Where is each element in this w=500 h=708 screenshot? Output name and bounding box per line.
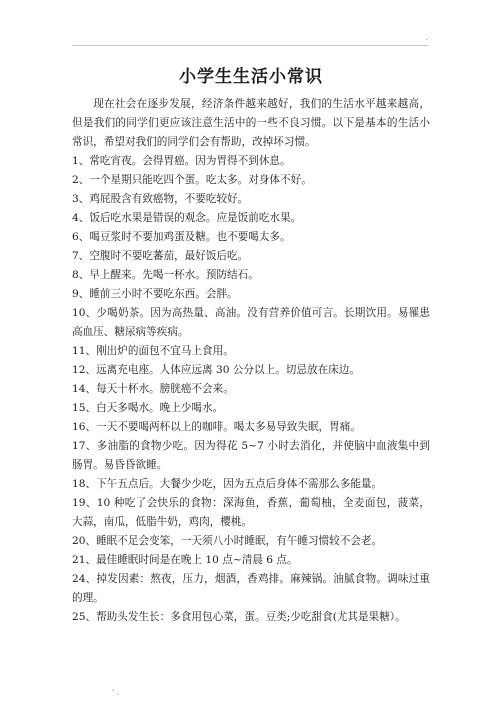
header-rule [72, 45, 428, 46]
list-item: 2、一个星期只能吃四个蛋。吃太多。对身体不好。 [72, 174, 312, 186]
list-item: 12、远离充电座。人体应远离 30 公分以上。切忌放在床边。 [72, 364, 360, 376]
header-mark: . [425, 33, 428, 42]
list-item: 9、睡前三小时不要吃东西。会胖。 [72, 288, 238, 300]
intro-paragraph: 现在社会在逐步发展，经济条件越来越好，我们的生活水平越来越高，但是我们的同学们更应该注意生活中的一些不良习惯。以下是基本的生活小常识，希望对我们的同学们会有帮助，改掉坏习惯。 [72, 98, 430, 148]
list-item: 19、10 种吃了会快乐的食物：深海鱼，香蕉，葡萄柚，全麦面包，菠菜，大蒜，南瓜，低脂牛奶，鸡肉，樱桃。 [72, 497, 430, 528]
document-page [72, 52, 430, 627]
list-item: 16、一天不要喝两杯以上的咖啡。喝太多易导致失眠，胃痛。 [72, 421, 361, 433]
footer-mark: ' . [112, 688, 120, 697]
list-item: 20、睡眠不足会变笨，一天须八小时睡眠，有午睡习惯较不会老。 [72, 535, 383, 547]
list-item: 3、鸡屁股含有致癌物，不要吃较好。 [72, 193, 249, 205]
list-item: 15、白天多喝水。晚上少喝水。 [72, 402, 224, 414]
tips-list [72, 152, 430, 627]
list-item: 4、饭后吃水果是错误的观念。应是饭前吃水果。 [72, 212, 302, 224]
list-item: 24、掉发因素：熬夜，压力，烟酒，香鸡排。麻辣锅。油腻食物。调味过重的理。 [72, 573, 430, 604]
list-item: 10、少喝奶茶。因为高热量、高油。没有营养价值可言。长期饮用。易罹患高血压、糖尿病等疾病。 [72, 307, 430, 338]
page-title: 小学生生活小常识 [179, 67, 323, 87]
list-item: 7、空腹时不要吃蕃茄，最好饭后吃。 [72, 250, 249, 262]
list-item: 25、帮助头发生长：多食用包心菜，蛋。豆类;少吃甜食(尤其是果糖）。 [72, 611, 406, 623]
list-item: 18、下午五点后。大餐少少吃，因为五点后身体不需那么多能量。 [72, 478, 383, 490]
list-item: 17、多油脂的食物少吃。因为得花 5~7 小时去消化，并使脑中血液集中到肠胃。易昏昏欲睡。 [72, 440, 430, 471]
list-item: 1、常吃宵夜。会得胃癌。因为胃得不到休息。 [72, 155, 291, 167]
list-item: 11、刚出炉的面包不宜马上食用。 [72, 345, 234, 357]
list-item: 8、早上醒来。先喝一杯水。预防结石。 [72, 269, 259, 281]
list-item: 21、最佳睡眠时间是在晚上 10 点~清晨 6 点。 [72, 554, 298, 566]
list-item: 6、喝豆浆时不要加鸡蛋及糖。也不要喝太多。 [72, 231, 291, 243]
list-item: 14、每天十杯水。膀胱癌不会来。 [72, 383, 234, 395]
